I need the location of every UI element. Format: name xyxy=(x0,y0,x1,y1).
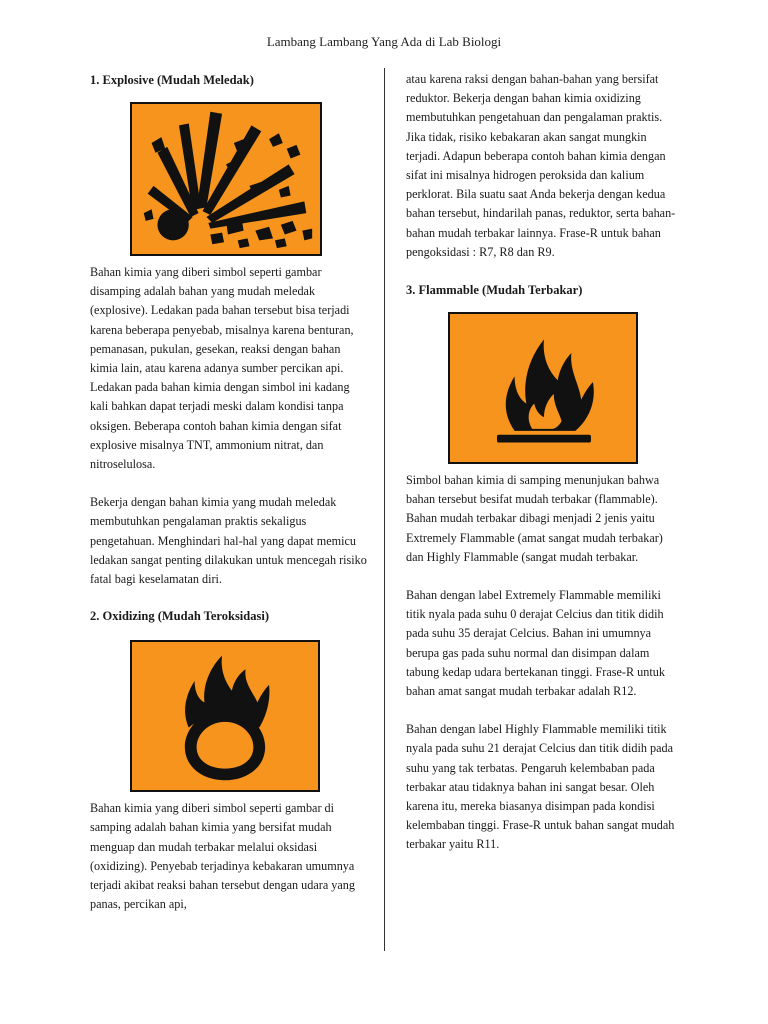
page-title: Lambang Lambang Yang Ada di Lab Biologi xyxy=(266,34,502,49)
section-heading-oxidizing: 2. Oxidizing (Mudah Teroksidasi) xyxy=(90,609,269,624)
flammable-paragraph-1: Simbol bahan kimia di samping menunjukan bahwa bahan tersebut besifat mudah terbakar (flammable). Bahan mudah terbakar dibagi menjadi 2 jenis yaitu Extremely Flammable (amat sangat mudah terbakar) dan Highly Flammable (sangat mudah terbakar. xyxy=(406,473,663,564)
section-heading-explosive: 1. Explosive (Mudah Meledak) xyxy=(90,73,254,87)
oxidizing-paragraph-right: atau karena raksi dengan bahan-bahan yang bersifat reduktor. Bekerja dengan bahan kimia oxidizing membutuhkan pengetahuan dan pengalaman praktis. Jika tidak, risiko kebakaran akan sangat mungkin terjadi. Adapun beberapa contoh bahan kimia dengan sifat ini misalnya hidrogen peroksida dan kalium perklorat. Bila suatu saat Anda bekerja dengan kedua bahan tersebut, hindarilah panas, reduktor, serta bahan-bahan mudah terbakar lainnya. Frase-R untuk bahan pengoksidasi : R7, R8 dan R9. xyxy=(406,72,676,259)
explosive-icon xyxy=(130,102,322,256)
flame-icon xyxy=(448,312,638,464)
oxidizing-icon xyxy=(130,640,320,792)
flammable-paragraph-3: Bahan dengan label Highly Flammable memiliki titik nyala pada suhu 21 derajat Celcius dan titik didih pada suhu yang tak terbatas. Pengaruh kelembaban pada terbakar atau tidaknya bahan ini sangat besar. Oleh karena itu, mereka biasanya disimpan pada kondisi kelembaban tinggi. Frase-R untuk bahan sangat mudah terbakar yaitu R11. xyxy=(406,722,675,852)
left-column xyxy=(90,70,368,914)
flammable-paragraph-2: Bahan dengan label Extremely Flammable memiliki titik nyala pada suhu 0 derajat Celcius dan titik didih pada suhu 35 derajat Celcius. Bahan ini umumnya berupa gas pada suhu normal dan disimpan dalam tabung kedap udara bertekanan tinggi. Frase-R untuk bahan amat sangat mudah terbakar adalah R12. xyxy=(406,588,665,699)
column-divider xyxy=(384,68,385,951)
explosive-paragraph-2: Bekerja dengan bahan kimia yang mudah meledak membutuhkan pengalaman praktis sekaligus pengetahuan. Menghindari hal-hal yang dapat memicu ledakan sangat penting dilakukan untuk mencegah risiko fatal bagi keselamatan diri. xyxy=(90,495,367,587)
explosive-paragraph-1: Bahan kimia yang diberi simbol seperti gambar disamping adalah bahan yang mudah meledak (explosive). Ledakan pada bahan tersebut bisa terjadi karena beberapa penyebab, misalnya karena benturan, pemanasan, pukulan, gesekan, reaksi dengan bahan kimia lain, atau karena adanya sumber percikan api. Ledakan pada bahan kimia dengan simbol ini kadang kali bahkan dapat terjadi meski dalam kondisi tanpa oksigen. Beberapa contoh bahan kimia dengan sifat explosive misalnya TNT, ammonium nitrat, dan nitroselulosa. xyxy=(90,265,354,472)
section-heading-flammable: 3. Flammable (Mudah Terbakar) xyxy=(406,283,583,298)
right-column xyxy=(406,70,682,855)
oxidizing-paragraph-left: Bahan kimia yang diberi simbol seperti gambar di samping adalah bahan kimia yang bersifat mudah menguap dan mudah terbakar melalui oksidasi (oxidizing). Penyebab terjadinya kebakaran umumnya terjadi akibat reaksi bahan tersebut dengan udara yang panas, percikan api, xyxy=(90,801,355,912)
